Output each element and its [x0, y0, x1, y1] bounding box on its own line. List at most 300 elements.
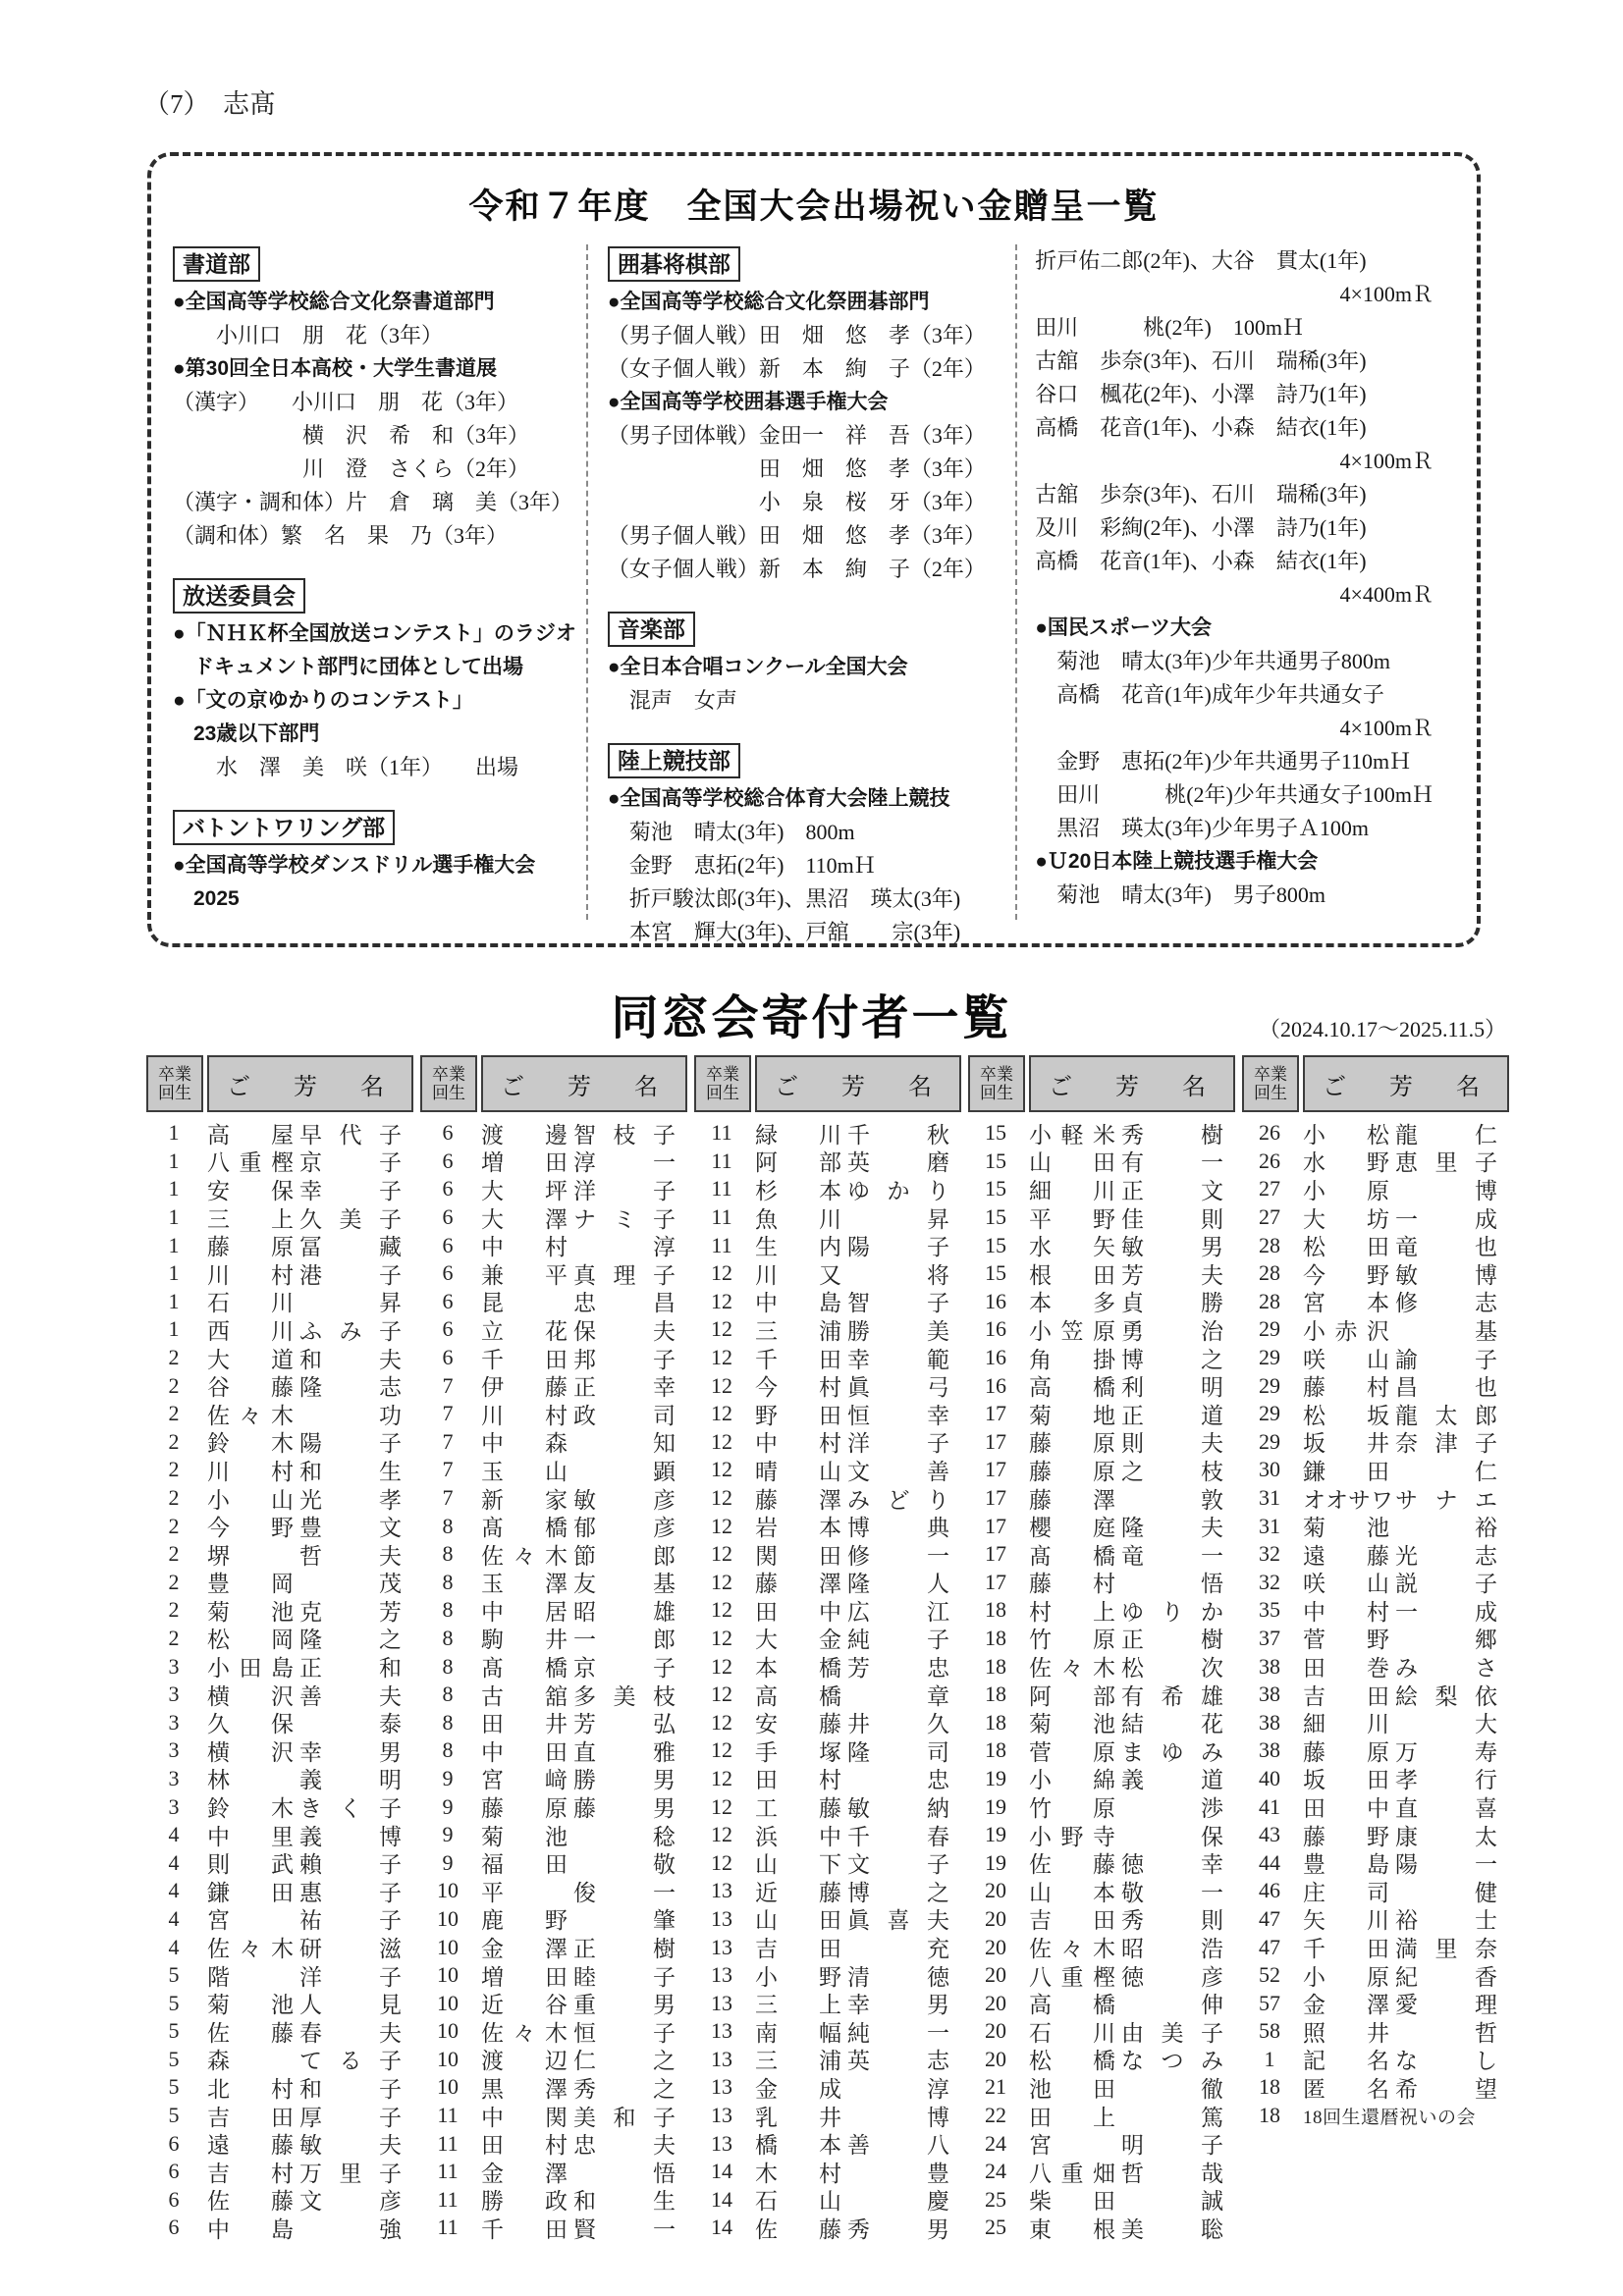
- donor-row: [968, 2046, 1235, 2074]
- donor-class-number: 2: [168, 1401, 180, 1426]
- donor-row: [968, 2158, 1235, 2186]
- givenname-char: 夫: [653, 2133, 676, 2159]
- surname-char: 小: [755, 1964, 778, 1990]
- surname-char: 千: [481, 2216, 504, 2242]
- surname-char: 高: [207, 1122, 230, 1148]
- surname-char: 沢: [271, 1739, 294, 1765]
- surname-char: 野: [1367, 1150, 1389, 1176]
- surname-char: 近: [755, 1880, 778, 1905]
- surname-char: 村: [271, 1459, 294, 1484]
- givenname-char: 文: [1201, 1178, 1223, 1203]
- donor-row: [694, 1765, 961, 1793]
- surname-char: 魚: [755, 1206, 778, 1232]
- donor-class-number: 13: [711, 2130, 732, 2156]
- surname-char: 関: [755, 1543, 778, 1569]
- givenname-char: 秀: [1121, 1908, 1144, 1934]
- givenname-char: 一: [1395, 1599, 1418, 1625]
- surname-char: 村: [819, 1768, 841, 1793]
- donor-class-number: 15: [985, 1204, 1006, 1230]
- donor-class-number: 19: [985, 1793, 1006, 1819]
- donor-class-number: 25: [985, 2215, 1006, 2240]
- surname-char: 増: [481, 1964, 504, 1990]
- surname-char: 木: [755, 2161, 778, 2186]
- donor-row: [146, 2017, 413, 2046]
- givenname-char: 敬: [653, 1852, 676, 1878]
- donor-class-number: 20: [985, 1905, 1006, 1931]
- donor-class-number: 24: [985, 2130, 1006, 2156]
- givenname-char: 志: [1475, 1291, 1497, 1316]
- donor-class-number: 1: [168, 1120, 180, 1146]
- givenname-char: 雄: [1201, 1683, 1223, 1709]
- surname-char: 田: [1093, 1262, 1115, 1288]
- donor-class-number: 12: [711, 1485, 732, 1511]
- donor-class-number: 21: [985, 2074, 1006, 2100]
- givenname-char: 茂: [379, 1572, 402, 1597]
- givenname-char: 敏: [299, 2133, 322, 2159]
- award-line: ●第30回全日本高校・大学生書道展: [173, 357, 498, 380]
- surname-char: 庄: [1303, 1880, 1325, 1905]
- surname-char: 野: [1367, 1262, 1389, 1288]
- surname-char: 高: [1029, 1375, 1052, 1401]
- donor-class-number: 31: [1259, 1513, 1280, 1538]
- donor-row: [1242, 1792, 1509, 1821]
- givenname-char: り: [927, 1178, 949, 1203]
- givenname-char: 祐: [299, 1908, 322, 1934]
- givenname-char: 智: [847, 1291, 870, 1316]
- givenname-char: 子: [653, 1656, 676, 1682]
- givenname-char: 厚: [299, 2105, 322, 2130]
- donor-class-number: 13: [711, 1962, 732, 1988]
- surname-char: 三: [755, 1993, 778, 2018]
- donor-row: [968, 1259, 1235, 1288]
- donor-class-number: 22: [985, 2103, 1006, 2128]
- surname-char: 橋: [545, 1656, 568, 1682]
- surname-char: オ: [1303, 1487, 1325, 1513]
- givenname-char: 也: [1475, 1235, 1497, 1260]
- header-class-line1: 卒業: [706, 1065, 739, 1084]
- header-class-line1: 卒業: [980, 1065, 1013, 1084]
- givenname-char: 和: [613, 2105, 636, 2130]
- donor-rows: [146, 1119, 413, 2242]
- donor-row: [1242, 1652, 1509, 1681]
- donor-class-number: 12: [711, 1653, 732, 1679]
- donor-class-number: 4: [168, 1849, 180, 1875]
- surname-char: 田: [819, 1908, 841, 1934]
- givenname-char: 敬: [1121, 1880, 1144, 1905]
- award-line: 高橋 花音(1年)、小森 結衣(1年): [1035, 549, 1367, 573]
- surname-char: 本: [819, 1516, 841, 1541]
- donor-class-number: 6: [442, 1288, 454, 1313]
- givenname-char: 里: [1434, 1150, 1458, 1176]
- surname-char: 村: [1093, 1572, 1115, 1597]
- surname-char: 原: [1367, 1739, 1389, 1765]
- givenname-char: 子: [379, 1908, 402, 1934]
- donor-class-number: 3: [168, 1737, 180, 1763]
- award-line: （女子個人戦）新 本 絢 子（2年）: [607, 356, 986, 381]
- givenname-char: 彦: [379, 2189, 402, 2215]
- donor-class-number: 40: [1259, 1765, 1280, 1790]
- donor-class-number: 38: [1259, 1682, 1280, 1707]
- givenname-char: 生: [379, 1459, 402, 1484]
- surname-char: 藤: [1303, 1375, 1325, 1401]
- award-line: 田川 桃(2年) 100mＨ: [1035, 315, 1304, 340]
- awards-box-columns: [151, 244, 1477, 944]
- surname-char: 保: [271, 1178, 294, 1203]
- donor-class-number: 1: [168, 1316, 180, 1342]
- givenname-char: 博: [847, 1516, 870, 1541]
- surname-char: 浦: [819, 1318, 841, 1344]
- donor-class-number: 5: [168, 1990, 180, 2015]
- givenname-char: し: [1475, 2049, 1497, 2074]
- surname-char: 重: [1060, 1964, 1084, 1990]
- donor-row: [146, 1625, 413, 1653]
- donor-class-number: 10: [437, 2074, 459, 2100]
- header-name-cell: ご 芳 名: [481, 1055, 687, 1112]
- donor-row: [1242, 1231, 1509, 1259]
- givenname-char: 竜: [1121, 1543, 1144, 1569]
- surname-char: 宮: [207, 1908, 230, 1934]
- givenname-char: 一: [1395, 1206, 1418, 1232]
- givenname-char: 仁: [1475, 1122, 1497, 1148]
- donor-class-number: 38: [1259, 1709, 1280, 1735]
- donor-row: [968, 1371, 1235, 1400]
- donor-row: [420, 1512, 687, 1540]
- donor-class-number: 7: [442, 1457, 454, 1482]
- award-line: 黒沼 瑛太(3年)少年男子Ａ100m: [1035, 816, 1369, 840]
- surname-char: 田: [819, 1543, 841, 1569]
- givenname-char: 幸: [1201, 1852, 1223, 1878]
- givenname-char: 奈: [1475, 1937, 1497, 1962]
- givenname-char: 光: [299, 1487, 322, 1513]
- givenname-char: 郁: [573, 1516, 596, 1541]
- givenname-char: 敦: [1201, 1487, 1223, 1513]
- givenname-char: 藤: [573, 1796, 596, 1822]
- givenname-char: 喜: [1475, 1796, 1497, 1822]
- surname-char: 内: [819, 1235, 841, 1260]
- surname-char: 藤: [1303, 1739, 1325, 1765]
- surname-char: 勝: [481, 2189, 504, 2215]
- donor-row: [968, 1540, 1235, 1569]
- donor-row: [1242, 1681, 1509, 1709]
- donor-row: [694, 1877, 961, 1905]
- givenname-char: 之: [653, 2076, 676, 2102]
- givenname-char: つ: [1161, 2049, 1184, 2074]
- surname-char: ワ: [1371, 1487, 1393, 1513]
- donor-row: [420, 1484, 687, 1513]
- surname-char: 鎌: [1303, 1459, 1325, 1484]
- surname-char: 宮: [1303, 1291, 1325, 1316]
- givenname-char: 貞: [1121, 1291, 1144, 1316]
- donor-class-number: 3: [168, 1793, 180, 1819]
- surname-char: 昆: [481, 1291, 504, 1316]
- donor-row: [694, 1652, 961, 1681]
- award-line: ●全国高等学校総合文化祭書道部門: [173, 291, 495, 313]
- givenname-char: り: [927, 1487, 949, 1513]
- givenname-char: 江: [927, 1599, 949, 1625]
- givenname-char: 和: [299, 1459, 322, 1484]
- donor-row: [968, 1765, 1235, 1793]
- surname-char: 橋: [1093, 1375, 1115, 1401]
- givenname-char: 京: [573, 1656, 596, 1682]
- surname-char: 山: [1367, 1347, 1389, 1372]
- givenname-char: 正: [573, 1937, 596, 1962]
- surname-char: 坂: [1303, 1768, 1325, 1793]
- givenname-char: 純: [847, 1628, 870, 1653]
- donor-row: [1242, 1344, 1509, 1372]
- givenname-char: 忠: [927, 1768, 949, 1793]
- givenname-char: 英: [847, 2049, 870, 2074]
- givenname-char: み: [339, 1318, 362, 1344]
- donor-class-number: 15: [985, 1148, 1006, 1173]
- surname-char: 寺: [1093, 1824, 1115, 1849]
- surname-char: 政: [545, 2189, 568, 2215]
- surname-char: 藤: [819, 1880, 841, 1905]
- donor-row: [420, 1736, 687, 1765]
- surname-char: 軽: [1060, 1122, 1084, 1148]
- givenname-char: 泰: [379, 1712, 402, 1737]
- donor-row: [420, 1259, 687, 1288]
- surname-char: 野: [1367, 1824, 1389, 1849]
- givenname-char: 子: [1201, 2020, 1223, 2046]
- givenname-char: 子: [653, 2020, 676, 2046]
- givenname-char: 結: [1121, 1712, 1144, 1737]
- surname-char: 村: [1029, 1599, 1052, 1625]
- givenname-char: 津: [1434, 1431, 1458, 1457]
- donor-row: [968, 1148, 1235, 1176]
- donor-class-number: 10: [437, 1962, 459, 1988]
- donor-class-number: 16: [985, 1345, 1006, 1370]
- donor-row: [694, 1484, 961, 1513]
- donor-row: [1242, 2017, 1509, 2046]
- surname-char: 木: [1093, 1937, 1115, 1962]
- givenname-char: 義: [299, 1824, 322, 1849]
- donor-class-number: 2: [168, 1457, 180, 1482]
- surname-char: 大: [481, 1206, 504, 1232]
- givenname-char: 男: [927, 2216, 949, 2242]
- givenname-char: 子: [1475, 1572, 1497, 1597]
- surname-char: 小: [1029, 1824, 1052, 1849]
- givenname-char: 明: [379, 1768, 402, 1793]
- surname-char: 藤: [819, 1796, 841, 1822]
- givenname-char: 次: [1201, 1656, 1223, 1682]
- surname-char: 木: [271, 1431, 294, 1457]
- surname-char: 藤: [481, 1796, 504, 1822]
- givenname-char: 紀: [1395, 1964, 1418, 1990]
- donor-class-number: 9: [442, 1765, 454, 1790]
- donor-class-number: 12: [711, 1849, 732, 1875]
- surname-char: 田: [1093, 1908, 1115, 1934]
- donor-class-number: 1: [168, 1288, 180, 1313]
- surname-char: 原: [1093, 1431, 1115, 1457]
- surname-char: 細: [1029, 1178, 1052, 1203]
- givenname-char: 哲: [299, 1543, 322, 1569]
- donor-row: [694, 1989, 961, 2017]
- surname-char: 岡: [271, 1628, 294, 1653]
- givenname-char: 人: [927, 1572, 949, 1597]
- givenname-char: 和: [379, 1656, 402, 1682]
- surname-char: 池: [1029, 2076, 1052, 2102]
- givenname-char: 久: [299, 1206, 322, 1232]
- givenname-char: 充: [927, 1937, 949, 1962]
- donor-name: [755, 2212, 949, 2244]
- surname-char: 中: [1367, 1796, 1389, 1822]
- donor-row: [968, 1736, 1235, 1765]
- surname-char: 小: [1303, 1178, 1325, 1203]
- donor-class-number: 18: [985, 1709, 1006, 1735]
- donor-row: [146, 1456, 413, 1484]
- surname-char: 橋: [1093, 1543, 1115, 1569]
- surname-char: 平: [481, 1880, 504, 1905]
- surname-char: 千: [481, 1347, 504, 1372]
- donor-class-number: 8: [442, 1569, 454, 1594]
- donor-row: [1242, 1905, 1509, 1934]
- surname-char: 藤: [755, 1487, 778, 1513]
- surname-char: 松: [207, 1628, 230, 1653]
- donor-class-number: 15: [985, 1120, 1006, 1146]
- donor-row: [420, 1933, 687, 1961]
- surname-char: 金: [481, 1937, 504, 1962]
- surname-char: 階: [207, 1964, 230, 1990]
- surname-char: 大: [481, 1178, 504, 1203]
- donor-row: [146, 1989, 413, 2017]
- givenname-char: 幸: [653, 1375, 676, 1401]
- donor-row: [694, 1708, 961, 1736]
- donor-row: [968, 1231, 1235, 1259]
- donor-class-number: 12: [711, 1541, 732, 1567]
- donor-row: [1242, 1540, 1509, 1569]
- surname-char: 藤: [1029, 1431, 1052, 1457]
- surname-char: 小: [207, 1487, 230, 1513]
- surname-char: 田: [1303, 1796, 1325, 1822]
- surname-char: 澤: [819, 1487, 841, 1513]
- surname-char: 成: [819, 2076, 841, 2102]
- surname-char: 渡: [481, 1122, 504, 1148]
- givenname-char: 豊: [299, 1516, 322, 1541]
- donor-row: [146, 1905, 413, 1934]
- givenname-char: 邦: [573, 1347, 596, 1372]
- award-line: 4×100mＲ: [1339, 449, 1434, 473]
- givenname-char: 哉: [1201, 2161, 1223, 2186]
- surname-char: 田: [545, 1739, 568, 1765]
- surname-char: 関: [545, 2105, 568, 2130]
- givenname-char: 徳: [1121, 1964, 1144, 1990]
- givenname-char: 彦: [1201, 1964, 1223, 1990]
- givenname-char: 敏: [847, 1796, 870, 1822]
- surname-char: 田: [819, 1347, 841, 1372]
- surname-char: 浜: [755, 1824, 778, 1849]
- donor-name: [207, 2212, 402, 2244]
- givenname-char: 道: [1201, 1403, 1223, 1428]
- donor-class-number: 13: [711, 1990, 732, 2015]
- donor-row: [968, 1792, 1235, 1821]
- donor-class-number: 2: [168, 1625, 180, 1650]
- donor-row: [1242, 1428, 1509, 1457]
- donor-row: [1242, 1288, 1509, 1316]
- surname-char: 坂: [1367, 1403, 1389, 1428]
- club-label-row: [173, 244, 576, 286]
- donor-class-number: 6: [442, 1148, 454, 1173]
- surname-char: 菊: [207, 1993, 230, 2018]
- donor-class-number: 13: [711, 2074, 732, 2100]
- givenname-char: な: [1121, 2049, 1144, 2074]
- donor-row: [694, 1512, 961, 1540]
- surname-char: 川: [271, 1318, 294, 1344]
- givenname-char: 香: [1475, 1964, 1497, 1990]
- surname-char: 田: [755, 1768, 778, 1793]
- donor-row: [420, 2214, 687, 2242]
- awards-box: [147, 152, 1481, 947]
- awards-column-3: [1017, 244, 1477, 920]
- givenname-char: 陽: [1395, 1852, 1418, 1878]
- surname-char: 中: [207, 1824, 230, 1849]
- donor-row: [1242, 1821, 1509, 1849]
- surname-char: 掛: [1093, 1347, 1115, 1372]
- donor-class-number: 17: [985, 1513, 1006, 1538]
- donor-row: [420, 1877, 687, 1905]
- givenname-char: 明: [1201, 1375, 1223, 1401]
- surname-char: 岩: [755, 1516, 778, 1541]
- donor-row: [694, 1428, 961, 1457]
- surname-char: オ: [1325, 1487, 1348, 1513]
- surname-char: 田: [1367, 1459, 1389, 1484]
- surname-char: 中: [755, 1291, 778, 1316]
- donor-class-number: 20: [985, 1878, 1006, 1903]
- donor-class-number: 13: [711, 2046, 732, 2071]
- givenname-char: 夫: [653, 1318, 676, 1344]
- givenname-char: 大: [1475, 1712, 1497, 1737]
- donor-row: [694, 1681, 961, 1709]
- surname-char: 金: [755, 2076, 778, 2102]
- donor-class-number: 18: [985, 1737, 1006, 1763]
- donor-class-number: 4: [168, 1934, 180, 1959]
- givenname-char: 希: [1161, 1683, 1184, 1709]
- donor-rows: [420, 1119, 687, 2242]
- surname-char: 阿: [1029, 1683, 1052, 1709]
- surname-char: 々: [1060, 1937, 1084, 1962]
- givenname-char: 代: [339, 1122, 362, 1148]
- givenname-char: 道: [1201, 1768, 1223, 1793]
- surname-char: 千: [1303, 1937, 1325, 1962]
- givenname-char: 春: [927, 1824, 949, 1849]
- givenname-char: 成: [1475, 1206, 1497, 1232]
- donor-class-number: 25: [985, 2186, 1006, 2212]
- donor-row: [694, 1315, 961, 1344]
- donor-class-number: 7: [442, 1401, 454, 1426]
- surname-char: 田: [545, 1347, 568, 1372]
- surname-char: 畑: [1093, 2161, 1115, 2186]
- donor-class-number: 5: [168, 2018, 180, 2044]
- award-line: ●全国高等学校総合体育大会陸上競技: [607, 787, 950, 810]
- donor-class-number: 6: [168, 2159, 180, 2184]
- givenname-char: 喜: [887, 1908, 910, 1934]
- donor-class-number: 8: [442, 1513, 454, 1538]
- donor-surname: [1303, 2071, 1389, 2104]
- donor-row: [420, 1625, 687, 1653]
- award-line: ドキュメント部門に団体として出場: [173, 656, 523, 678]
- donor-class-number: 12: [711, 1822, 732, 1847]
- surname-char: 橋: [1093, 2049, 1115, 2074]
- givenname-char: 修: [847, 1543, 870, 1569]
- givenname-char: 梨: [1434, 1683, 1458, 1709]
- donor-row: [146, 1231, 413, 1259]
- club-label: 囲碁将棋部: [608, 246, 740, 282]
- donor-class-number: 12: [711, 1793, 732, 1819]
- surname-char: 谷: [545, 1993, 568, 2018]
- donor-row: [1242, 1933, 1509, 1961]
- surname-char: 々: [513, 1543, 536, 1569]
- surname-char: 大: [1303, 1206, 1325, 1232]
- surname-char: 髙: [481, 1516, 504, 1541]
